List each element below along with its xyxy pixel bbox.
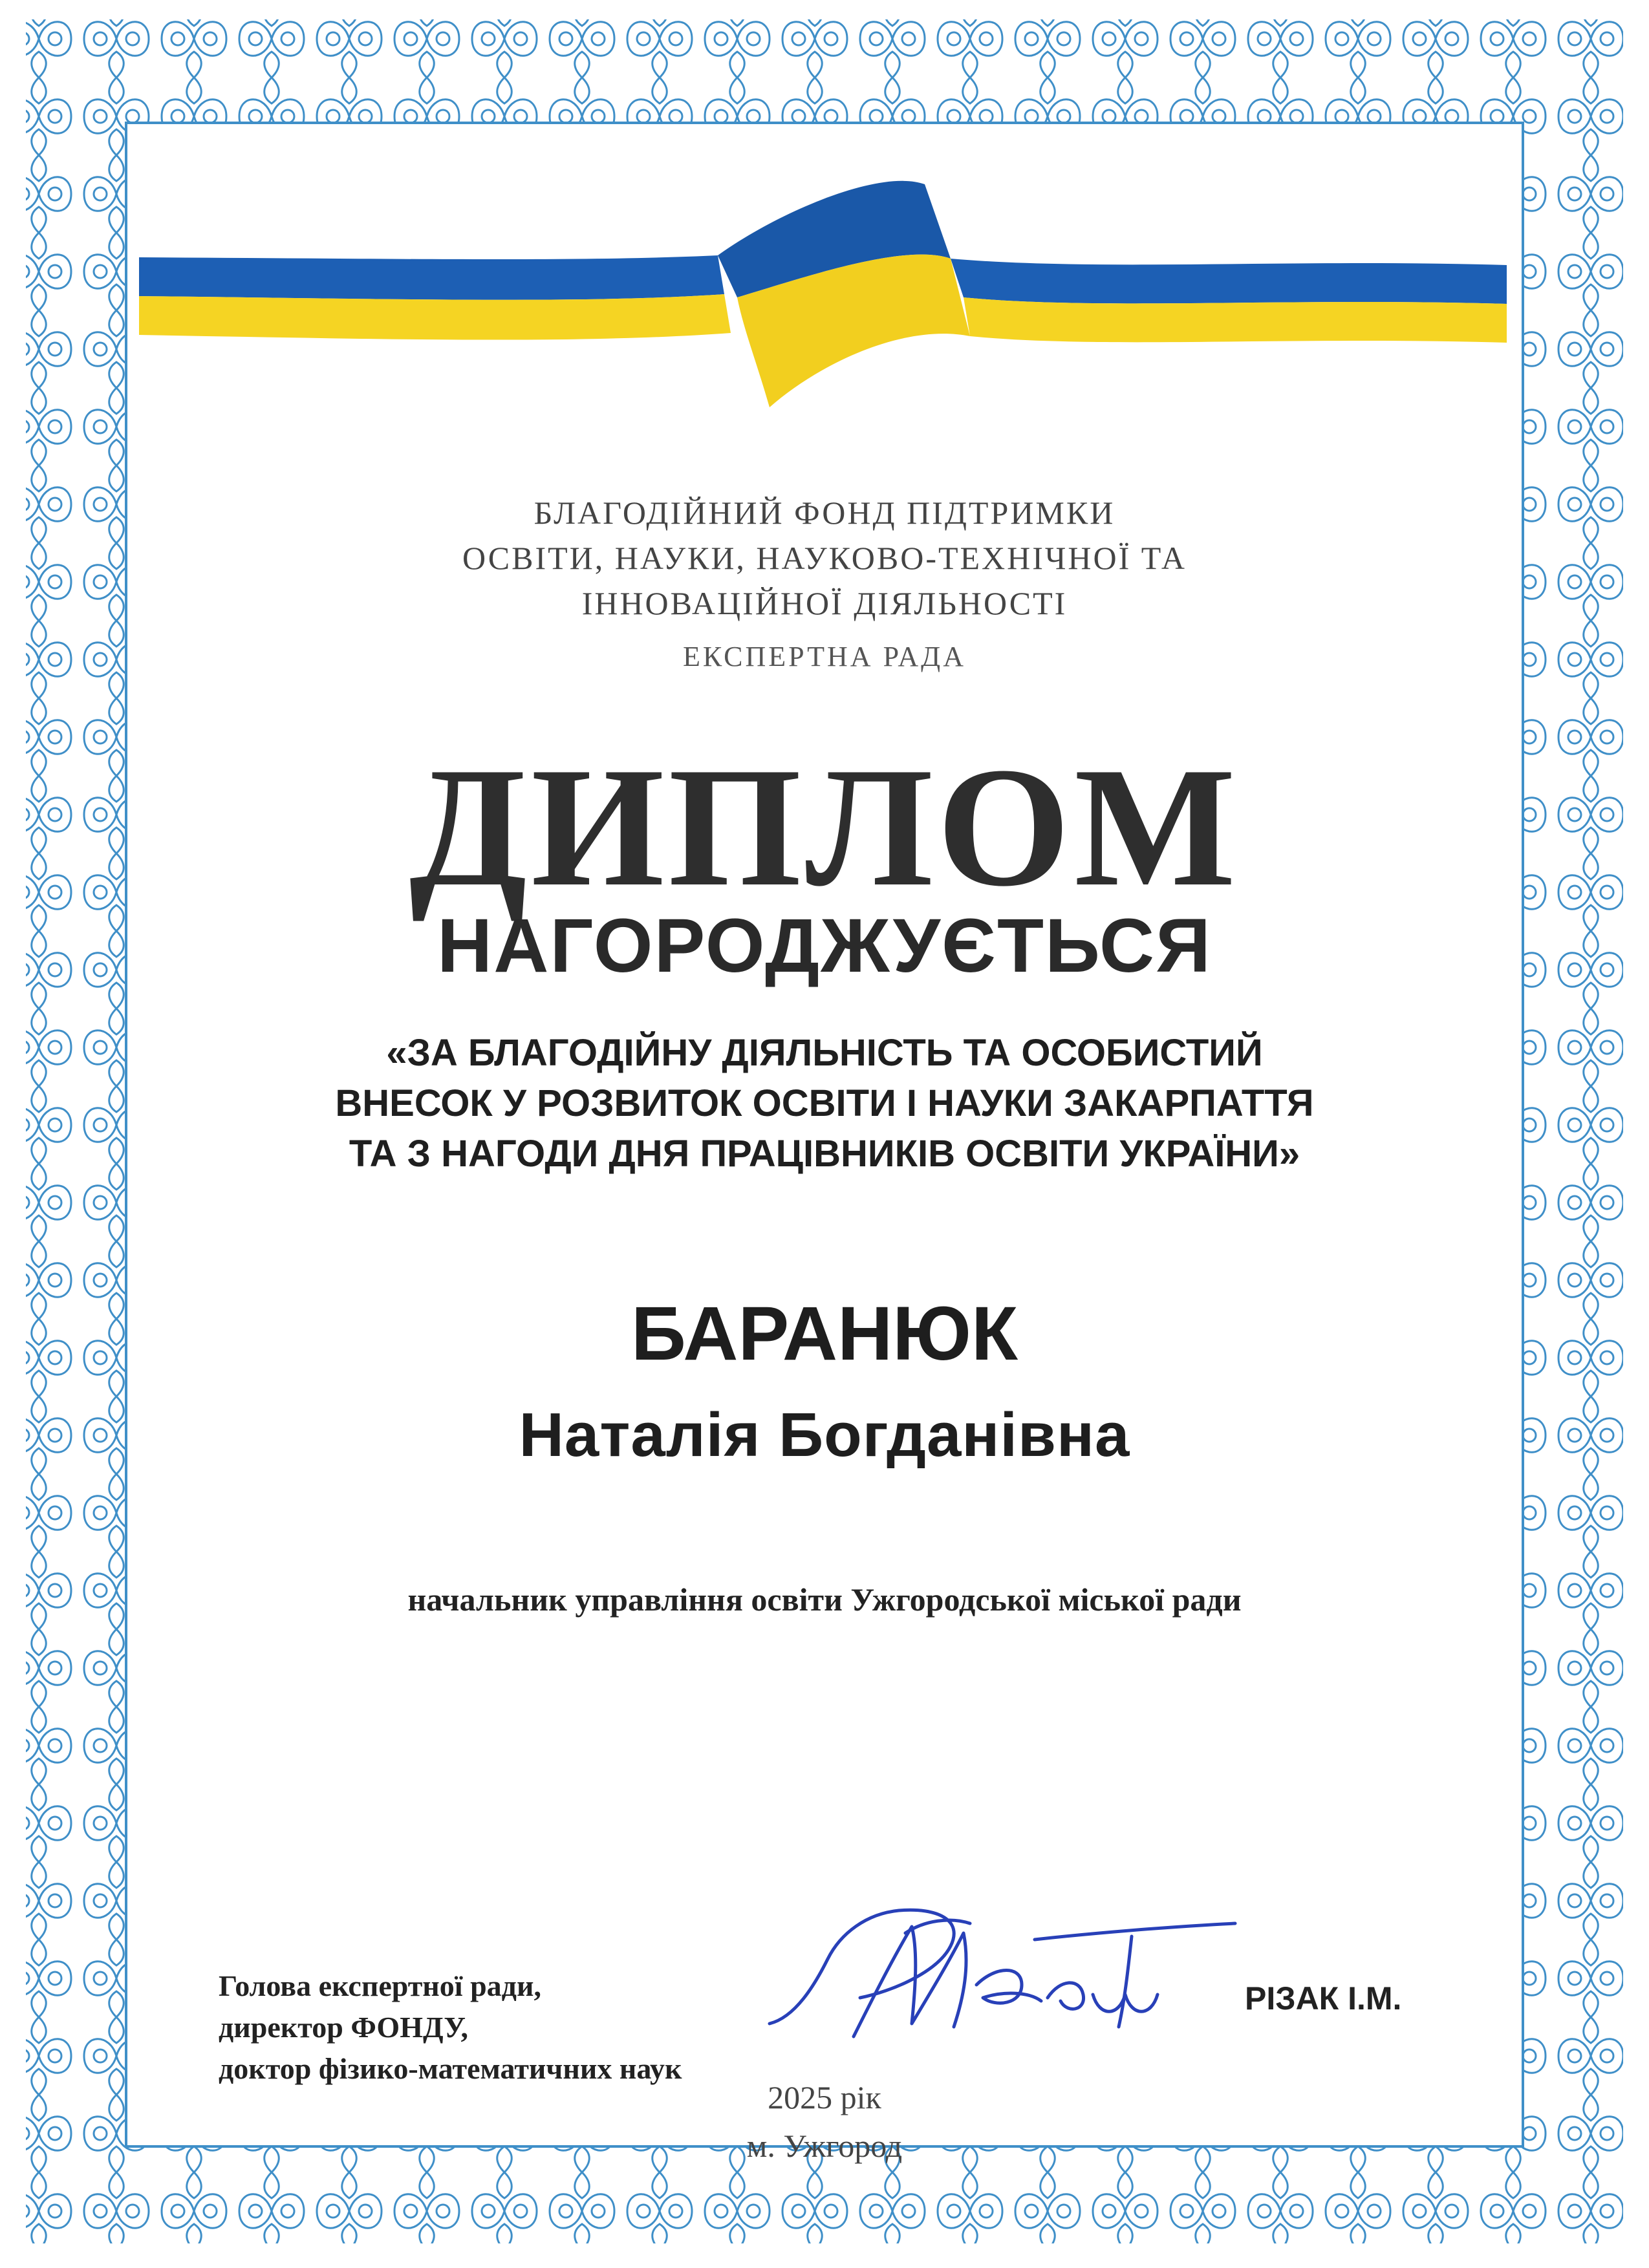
organization-name — [0, 490, 1649, 626]
recipient-position: начальник управління освіти Ужгородської міської ради — [407, 1581, 1242, 1618]
signer-name: РІЗАК І.М. — [1245, 1980, 1402, 2017]
signer-title — [219, 1965, 682, 2090]
reason-line: ВНЕСОК У РОЗВИТОК ОСВІТИ І НАУКИ ЗАКАРПАТТЯ — [335, 1082, 1314, 1124]
reason-line: «ЗА БЛАГОДІЙНУ ДІЯЛЬНІСТЬ ТА ОСОБИСТИЙ — [386, 1032, 1263, 1074]
org-line: ІННОВАЦІЙНОЇ ДІЯЛЬНОСТІ — [581, 585, 1068, 621]
signer-line: Голова експертної ради, — [219, 1969, 541, 2002]
signer-line: директор ФОНДУ, — [219, 2011, 468, 2044]
org-line: ОСВІТИ, НАУКИ, НАУКОВО-ТЕХНІЧНОЇ ТА — [462, 540, 1187, 576]
org-line: БЛАГОДІЙНИЙ ФОНД ПІДТРИМКИ — [534, 495, 1116, 531]
recipient-given-names: Наталія Богданівна — [519, 1400, 1130, 1470]
handwritten-signature-icon — [757, 1888, 1248, 2056]
award-reason — [0, 1028, 1649, 1179]
issue-city: м. Ужгород — [746, 2128, 903, 2164]
recipient-surname: БАРАНЮК — [630, 1291, 1018, 1376]
signer-line: доктор фізико-математичних наук — [219, 2052, 682, 2085]
expert-council-label: ЕКСПЕРТНА РАДА — [683, 641, 966, 672]
issue-year: 2025 рік — [768, 2079, 881, 2115]
diploma-title: ДИПЛОМ — [409, 733, 1240, 922]
reason-line: ТА З НАГОДИ ДНЯ ПРАЦІВНИКІВ ОСВІТИ УКРАЇНИ» — [349, 1133, 1300, 1175]
awarded-heading: НАГОРОДЖУЄТЬСЯ — [437, 903, 1212, 989]
